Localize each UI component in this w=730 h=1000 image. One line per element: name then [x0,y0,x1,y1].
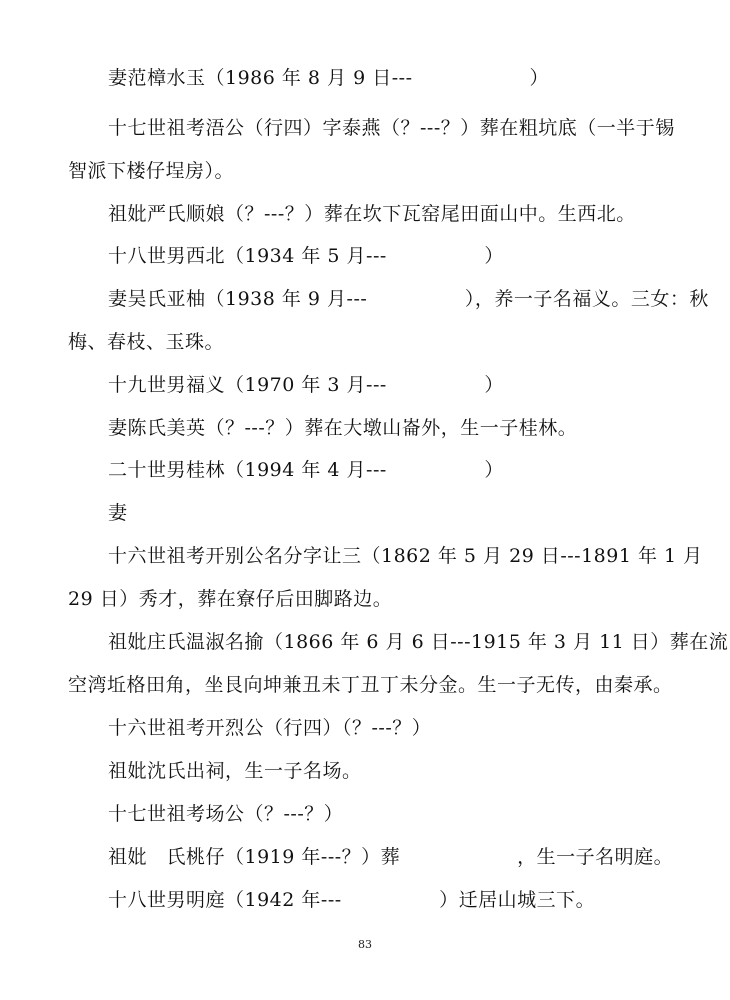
text-line-16th-kaibie: 十六世祖考开别公名分字让三（1862 年 5 月 29 日---1891 年 1 月 [108,545,703,567]
text-line-grandma-shen: 祖妣沈氏出祠，生一子名场。 [108,760,362,782]
text-line-grandma-zhuang: 祖妣庄氏温淑名揄（1866 年 6 月 6 日---1915 年 3 月 11 日）葬在流 [108,631,729,653]
page-number: 83 [358,938,372,951]
text-line-16th-kaibie-cont: 29 日）秀才，葬在寮仔后田脚路边。 [68,588,393,610]
text-line-16th-kailie: 十六世祖考开烈公（行四）（？---？） [108,717,432,739]
text-line-17th-wu-cont: 智派下楼仔埕房）。 [68,160,235,182]
text-line-grandma-taozai: 祖妣 氏桃仔（1919 年---？）葬 ，生一子名明庭。 [108,846,674,868]
text-line-wife-wu-cont: 梅、春枝、玉珠。 [68,331,225,353]
text-line-19th-fuyi: 十九世男福义（1970 年 3 月--- ） [108,374,504,396]
text-line-20th-guilin: 二十世男桂林（1994 年 4 月--- ） [108,459,504,481]
text-line-wife-fan: 妻范樟水玉（1986 年 8 月 9 日--- ） [108,67,549,89]
text-line-grandma-yan: 祖妣严氏顺娘（？---？）葬在坎下瓦窑尾田面山中。生西北。 [108,203,636,225]
text-line-17th-chang: 十七世祖考场公（？---？） [108,803,344,825]
text-line-17th-wu: 十七世祖考浯公（行四）字泰燕（？---？）葬在粗坑底（一半于锡 [108,117,675,139]
text-line-wife-wu: 妻吴氏亚柚（1938 年 9 月--- ），养一子名福义。三女：秋 [108,288,709,310]
text-line-wife-chen: 妻陈氏美英（？---？）葬在大墩山崙外，生一子桂林。 [108,417,578,439]
text-line-18th-mingting: 十八世男明庭（1942 年--- ）迁居山城三下。 [108,889,596,911]
text-line-wife-blank: 妻 [108,502,128,524]
text-line-18th-xibei: 十八世男西北（1934 年 5 月--- ） [108,245,504,267]
text-line-grandma-zhuang-cont: 空湾坵格田角，坐艮向坤兼丑未丁丑丁未分金。生一子无传，由秦承。 [68,674,673,696]
